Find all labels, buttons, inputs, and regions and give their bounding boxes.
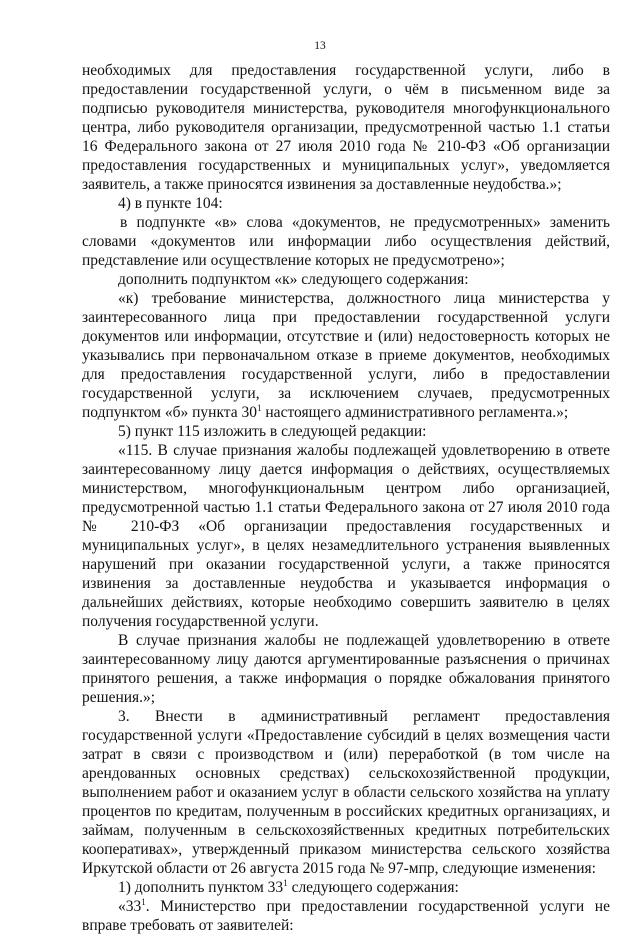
paragraph-complaint-rejected: В случае признания жалобы не подлежащей удовлетворению в ответе заинтересованному лицу даются аргументированные разъяснения о причинах принятого решения, а также информация о порядке обжалования принятого решения.»; xyxy=(82,632,610,706)
paragraph-section-3: 3. Внести в административный регламент предоставления государственной услуги «Предоставление субсидий в целях возмещения части затрат в связи с производством и (или) переработкой (в том числе на арендованных основных средствах) сельскохозяйственной продукции, выполнением работ и оказанием услуг в области сельского хозяйства на уплату процентов по кредитам, полученным в российских кредитных организациях, и займам, полученным в сельскохозяйственных кредитных потребительских кооперативах», утвержденный приказом министерства сельского хозяйства Иркутской области от 26 августа 2015 года № 97-мпр, следующие изменения: xyxy=(82,708,610,877)
paragraph-item-115: «115. В случае признания жалобы подлежащей удовлетворению в ответе заинтересованному лицу дается информация о действиях, осуществляемых министерством, многофункциональным центром либо организацией, предусмотренной частью 1.1 статьи Федерального закона от 27 июля 2010 года № 210-ФЗ «Об организации предоставления государственных и муниципальных услуг», в целях незамедлительного устранения выявленных нарушений при оказании государственной услуги, а также приносятся извинения за доставленные неудобства и указывается информация о дальнейших действиях, которые необходимо совершить заявителю в целях получения государственной услуги. xyxy=(82,442,610,630)
paragraph-subitem-k-text xyxy=(82,289,610,422)
paragraph-item-5: 5) пункт 115 изложить в следующей редакции: xyxy=(118,423,427,440)
superscript: 1 xyxy=(141,897,146,907)
text-segment: настоящего административного регламента.»; xyxy=(261,404,569,421)
paragraph-add-subitem-k: дополнить подпунктом «к» следующего содержания: xyxy=(118,271,469,288)
paragraph-continuation: необходимых для предоставления государственной услуги, либо в предоставлении государственной услуги, о чём в письменном виде за подписью руководителя министерства, руководителя многофункционального центра, либо руководителя организации, предусмотренной частью 1.1 статьи 16 Федерального закона от 27 июля 2010 года № 210-ФЗ «Об организации предоставления государственных и муниципальных услуг», уведомляется заявитель, а также приносятся извинения за доставленные неудобства.»; xyxy=(82,62,610,193)
superscript: 1 xyxy=(283,878,288,888)
paragraph-item-33-1-text xyxy=(82,897,610,935)
text-segment: следующего содержания: xyxy=(287,879,459,896)
text-segment: «к) требование министерства, должностного лица министерства у заинтересованного лица при предоставлении государственной услуги документов или информации, отсутствие и (или) недостоверность которых не указывались при первоначальном отказе в приеме документов, необходимых для предоставления государственной услуги, либо в предоставлении государственной услуги, за исключением случаев, предусмотренных подпунктом «б» пункта 30 xyxy=(82,290,610,421)
document-body xyxy=(82,61,610,935)
paragraph-add-item-33-1 xyxy=(82,878,610,897)
text-segment: . Министерство при предоставлении государственной услуги не вправе требовать от заявителей: xyxy=(82,898,610,934)
text-segment: «33 xyxy=(118,898,142,915)
paragraph-subitem-v: в подпункте «в» слова «документов, не предусмотренных» заменить словами «документов или информации либо осуществления действий, представление или осуществление которых не предусмотрено»; xyxy=(82,214,610,269)
page-number: 13 xyxy=(314,40,326,52)
paragraph-item-4: 4) в пункте 104: xyxy=(118,195,223,212)
text-segment: 1) дополнить пунктом 33 xyxy=(118,879,284,896)
superscript: 1 xyxy=(257,403,262,413)
